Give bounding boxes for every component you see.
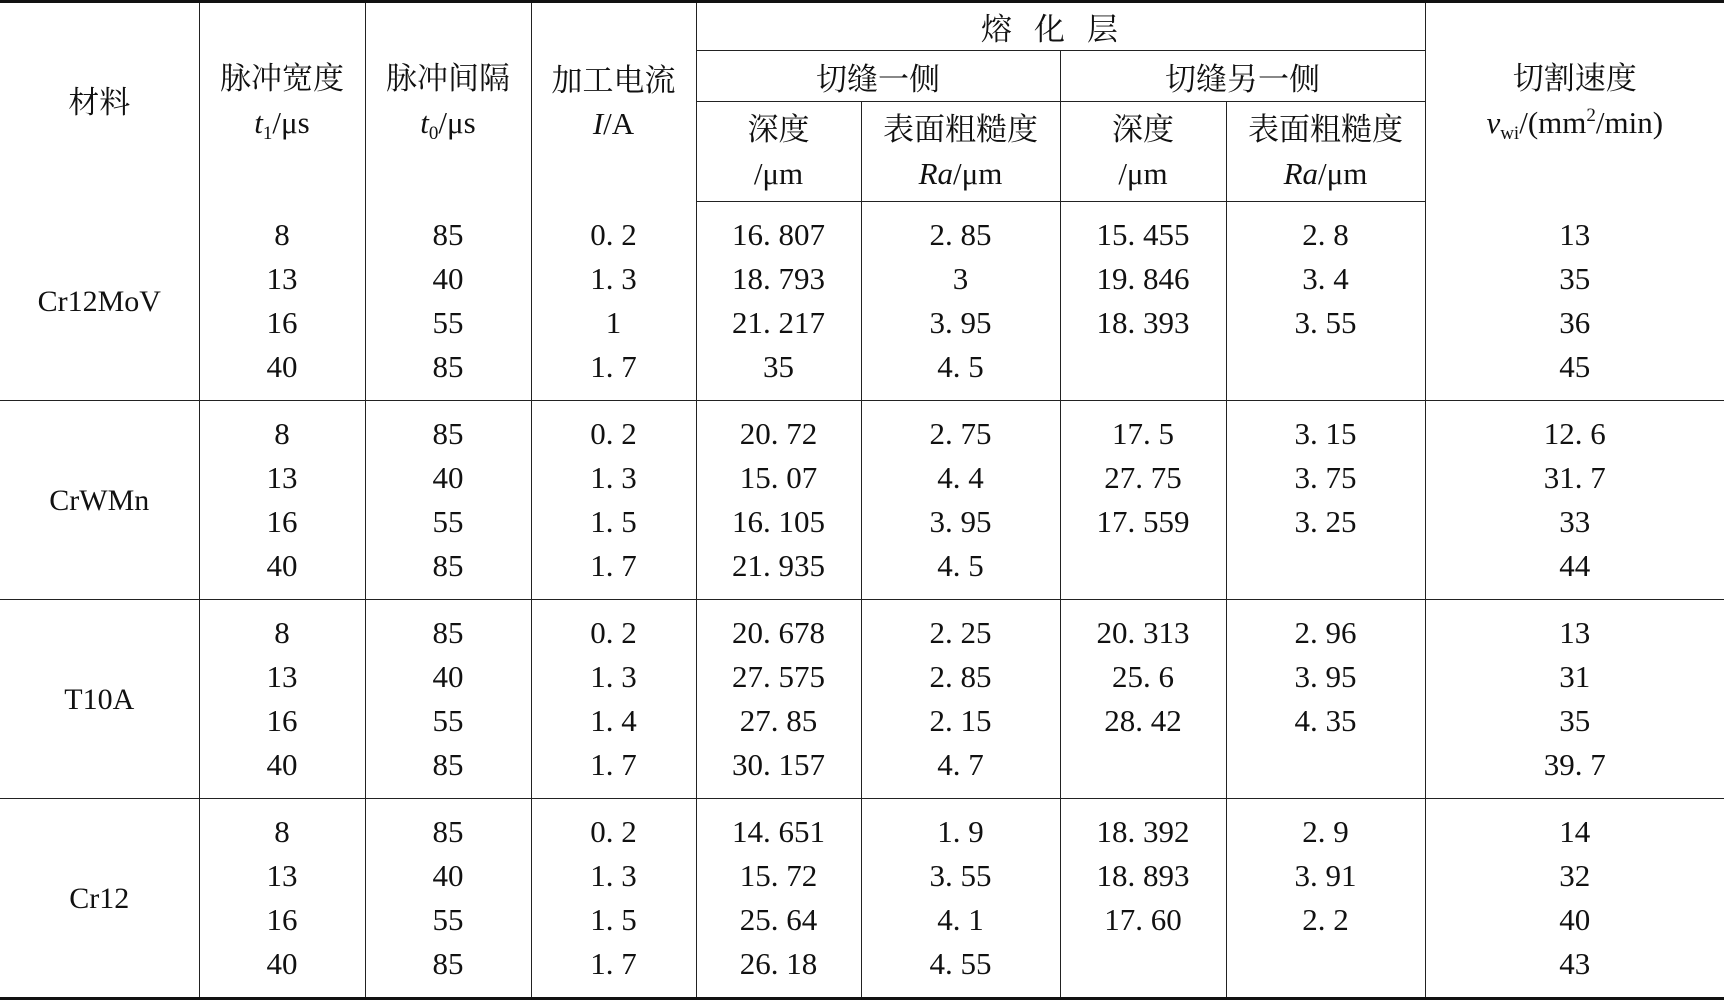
depth-side-other-cell: 20. 313 25. 6 28. 42 [1060,600,1226,799]
pulse-width-cell: 8 13 16 40 [199,401,365,600]
material-cell: Cr12MoV [0,202,199,401]
depth-side-one-cell: 20. 678 27. 575 27. 85 30. 157 [696,600,861,799]
roughness-side-other-cell: 2. 96 3. 95 4. 35 [1226,600,1425,799]
current-cell: 0. 2 1. 3 1. 4 1. 7 [531,600,696,799]
roughness-side-other-cell: 2. 9 3. 91 2. 2 [1226,799,1425,999]
pulse-interval-cell: 85 40 55 85 [365,600,531,799]
header-cut-speed: 切割速度 $v_{wi}/(mm^2/\min)$ [1425,2,1724,202]
roughness-side-one-cell: 2. 75 4. 4 3. 95 4. 5 [861,401,1060,600]
pulse-width-cell: 8 13 16 40 [199,202,365,401]
current-cell: 0. 2 1. 3 1. 5 1. 7 [531,799,696,999]
header-pulse-interval: 脉冲间隔 $t_0/\mu s$ [365,2,531,202]
table-row [0,600,1724,799]
depth-side-one-cell: 14. 651 15. 72 25. 64 26. 18 [696,799,861,999]
header-side-other: 切缝另一侧 [1060,51,1425,102]
table-row [0,401,1724,600]
pulse-interval-cell: 85 40 55 85 [365,202,531,401]
header-roughness-side-other: 表面粗糙度 Ra/μm [1226,102,1425,202]
header-depth-side-one: 深度 /μm [696,102,861,202]
depth-side-other-cell: 18. 392 18. 893 17. 60 [1060,799,1226,999]
pulse-interval-cell: 85 40 55 85 [365,401,531,600]
header-side-one: 切缝一侧 [696,51,1060,102]
depth-side-one-cell: 20. 72 15. 07 16. 105 21. 935 [696,401,861,600]
depth-side-other-cell: 15. 455 19. 846 18. 393 [1060,202,1226,401]
depth-side-other-cell: 17. 5 27. 75 17. 559 [1060,401,1226,600]
table-header [0,2,1724,202]
current-cell: 0. 2 1. 3 1 1. 7 [531,202,696,401]
table-body [0,202,1724,999]
roughness-side-one-cell: 2. 25 2. 85 2. 15 4. 7 [861,600,1060,799]
pulse-interval-cell: 85 40 55 85 [365,799,531,999]
roughness-side-other-cell: 3. 15 3. 75 3. 25 [1226,401,1425,600]
cut-speed-cell: 12. 6 31. 7 33 44 [1425,401,1724,600]
table-row [0,799,1724,999]
material-cell: Cr12 [0,799,199,999]
header-melt-layer: 熔化层 [696,2,1425,51]
header-material: 材料 [0,2,199,202]
roughness-side-other-cell: 2. 8 3. 4 3. 55 [1226,202,1425,401]
table-row [0,202,1724,401]
roughness-side-one-cell: 2. 85 3 3. 95 4. 5 [861,202,1060,401]
header-depth-side-other: 深度 /μm [1060,102,1226,202]
material-cell: T10A [0,600,199,799]
pulse-width-cell: 8 13 16 40 [199,799,365,999]
cut-speed-cell: 13 35 36 45 [1425,202,1724,401]
depth-side-one-cell: 16. 807 18. 793 21. 217 35 [696,202,861,401]
header-current: 加工电流 I/A [531,2,696,202]
current-cell: 0. 2 1. 3 1. 5 1. 7 [531,401,696,600]
roughness-side-one-cell: 1. 9 3. 55 4. 1 4. 55 [861,799,1060,999]
pulse-width-cell: 8 13 16 40 [199,600,365,799]
header-pulse-width: 脉冲宽度 $t_1/\mu s$ [199,2,365,202]
cut-speed-cell: 13 31 35 39. 7 [1425,600,1724,799]
header-roughness-side-one: 表面粗糙度 Ra/μm [861,102,1060,202]
material-cell: CrWMn [0,401,199,600]
cut-speed-cell: 14 32 40 43 [1425,799,1724,999]
